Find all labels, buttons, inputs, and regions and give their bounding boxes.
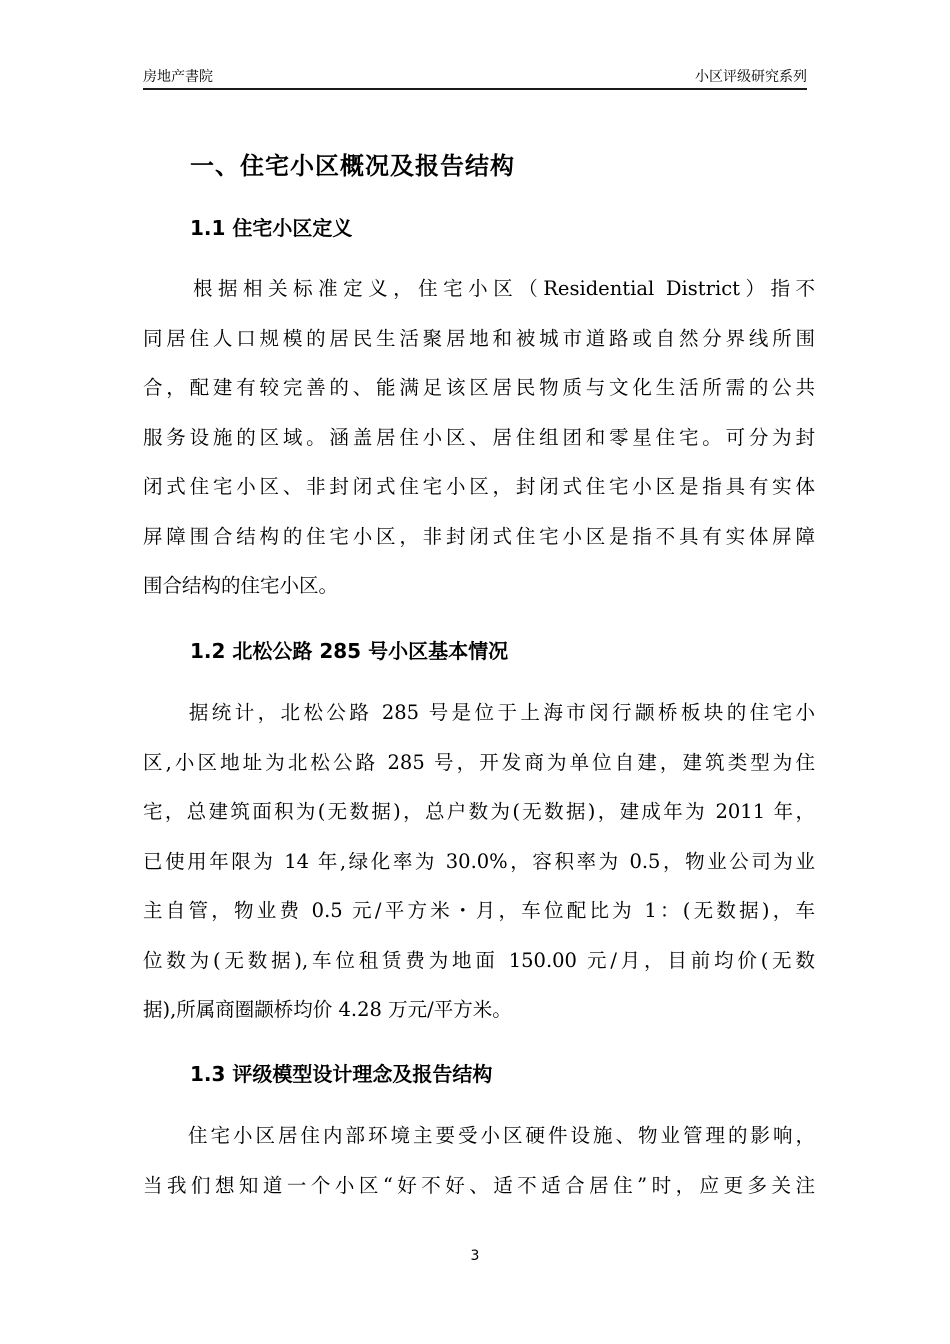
text-line: 位数为(无数据),车位租赁费为地面 150.00 元/月，目前均价(无数 [143,948,815,972]
text-line: 根据相关标准定义，住宅小区（Residential District）指不 [143,277,815,300]
text-line: 闭式住宅小区、非封闭式住宅小区，封闭式住宅小区是指具有实体 [143,475,815,498]
section-1-2-body [143,688,815,1035]
text-line: 主自管，物业费 0.5 元/平方米・月，车位配比为 1：(无数据)，车 [143,899,815,922]
text-line: 区,小区地址为北松公路 285 号，开发商为单位自建，建筑类型为住 [143,750,815,774]
text-line: 围合结构的住宅小区。 [143,574,339,597]
section-title-1-3: 1.3 评级模型设计理念及报告结构 [190,1062,493,1086]
section-1-3-body [143,1111,815,1210]
text-line: 当我们想知道一个小区“好不好、适不适合居住”时，应更多关注 [143,1173,815,1197]
text-line: 屏障围合结构的住宅小区，非封闭式住宅小区是指不具有实体屏障 [143,524,815,548]
section-1-1-body [143,264,815,611]
text-line: 据),所属商圈颛桥均价 4.28 万元/平方米。 [143,998,512,1021]
header-divider [143,88,807,90]
text-line: 已使用年限为 14 年,绿化率为 30.0%，容积率为 0.5，物业公司为业 [143,849,815,873]
section-title-1-1: 1.1 住宅小区定义 [190,216,353,240]
text-line: 住宅小区居住内部环境主要受小区硬件设施、物业管理的影响， [143,1124,815,1147]
text-line: 合，配建有较完善的、能满足该区居民物质与文化生活所需的公共 [143,376,815,399]
chapter-title: 一、住宅小区概况及报告结构 [190,152,515,180]
section-title-1-2: 1.2 北松公路 285 号小区基本情况 [190,639,509,663]
page-header [143,66,807,90]
text-line: 服务设施的区域。涵盖居住小区、居住组团和零星住宅。可分为封 [143,425,815,449]
page-number: 3 [470,1248,480,1264]
header-publisher: 房地产書院 [143,69,213,85]
text-line: 据统计，北松公路 285 号是位于上海市闵行颛桥板块的住宅小 [143,701,815,724]
text-line: 同居住人口规模的居民生活聚居地和被城市道路或自然分界线所围 [143,326,815,350]
header-series-title: 小区评级研究系列 [695,69,807,85]
text-line: 宅，总建筑面积为(无数据)，总户数为(无数据)，建成年为 2011 年， [143,800,815,823]
